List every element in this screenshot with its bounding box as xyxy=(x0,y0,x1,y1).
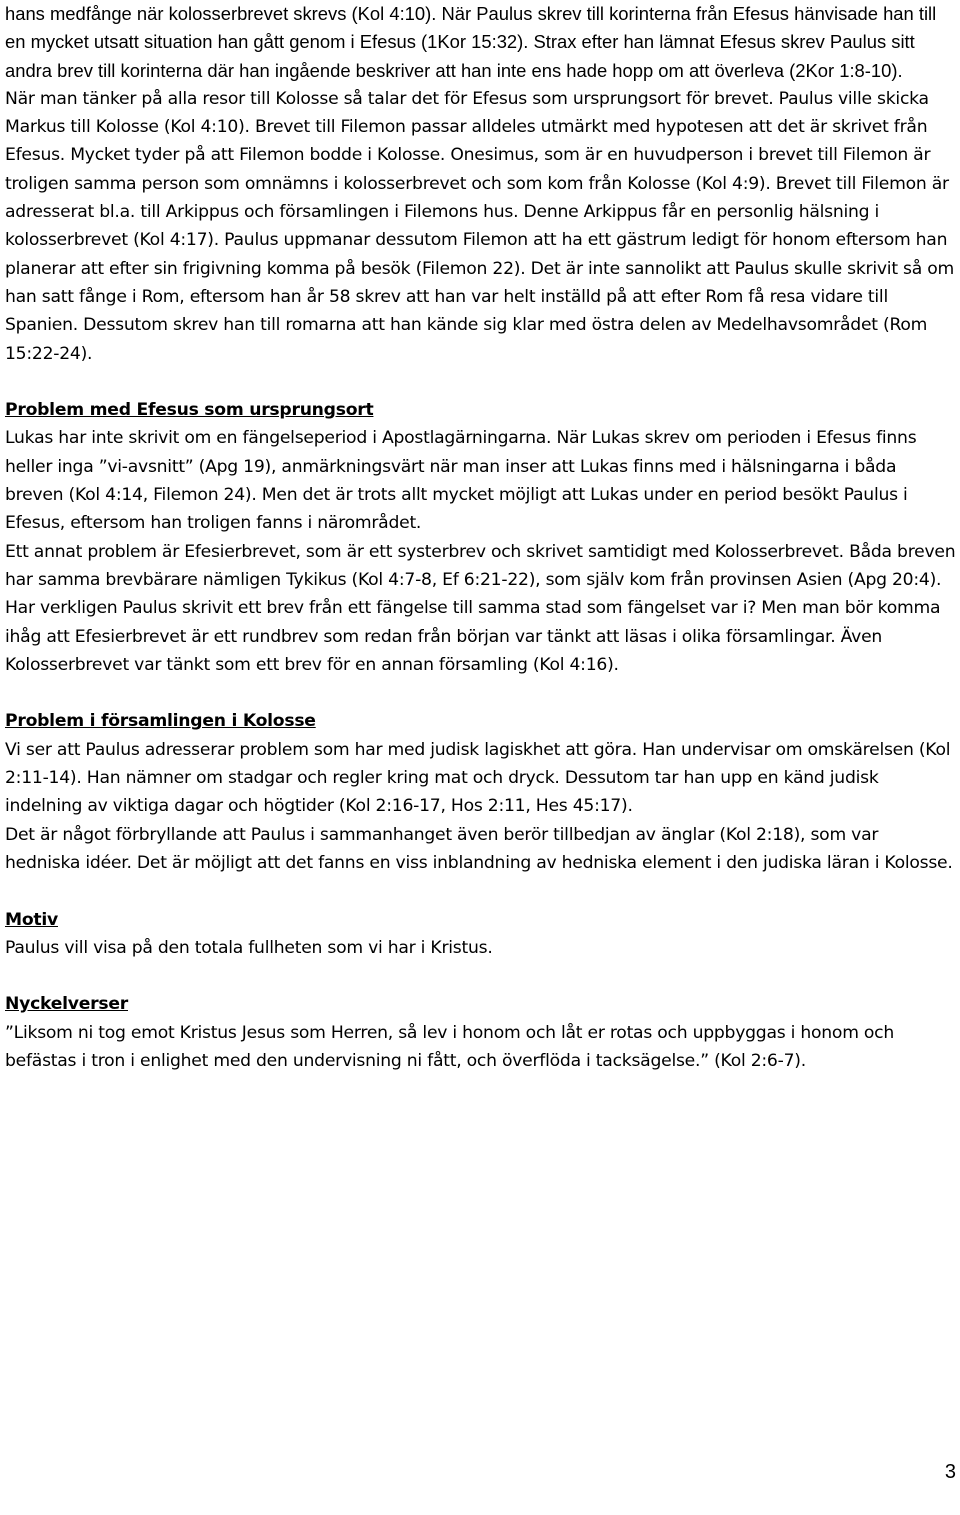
section-nyckelverser xyxy=(5,990,957,1075)
section-efesus-paragraph-1: Lukas har inte skrivit om en fängelseperiod i Apostlagärningarna. När Lukas skrev om perioden i Efesus finns heller inga ”vi-avsnitt” (Apg 19), anmärkningsvärt när man inser att Lukas finns med i hälsningarna i båda breven (Kol 4:14, Filemon 24). Men det är trots allt mycket möjligt att Lukas under en period besökt Paulus i Efesus, eftersom han troligen fanns i närområdet. xyxy=(5,428,917,534)
page-number: 3 xyxy=(944,1461,956,1483)
section-nyckelverser-paragraph: ”Liksom ni tog emot Kristus Jesus som Herren, så lev i honom och låt er rotas och uppbyggas i honom och befästas i tron i enlighet med den undervisning ni fått, och överflöda i tacksägelse.” (Kol 2:6-7). xyxy=(5,1022,895,1071)
section-kolosse xyxy=(5,707,957,877)
section-motiv xyxy=(5,906,957,963)
section-efesus-paragraph-2: Ett annat problem är Efesierbrevet, som är ett systerbrev och skrivet samtidigt med Kolosserbrevet. Båda breven har samma brevbärare nämligen Tykikus (Kol 4:7-8, Ef 6:21-22), som själv kom från provinsen Asien (Apg 20:4). Har verkligen Paulus skrivit ett brev från ett fängelse till samma stad som fängelset var i? Men man bör komma ihåg att Efesierbrevet är ett rundbrev som redan från början var tänkt att läsas i olika församlingar. Även Kolosserbrevet var tänkt som ett brev för en annan församling (Kol 4:16). xyxy=(5,541,956,675)
spacer xyxy=(5,877,957,905)
spacer xyxy=(5,962,957,990)
section-heading-kolosse: Problem i församlingen i Kolosse xyxy=(5,711,316,732)
section-kolosse-paragraph-2: Det är något förbryllande att Paulus i sammanhanget även berör tillbedjan av änglar (Kol 2:18), som var hedniska idéer. Det är möjligt att det fanns en viss inblandning av hedniska element i den judiska läran i Kolosse. xyxy=(5,824,953,873)
spacer xyxy=(5,368,957,396)
spacer xyxy=(5,679,957,707)
section-efesus xyxy=(5,396,957,679)
section-kolosse-paragraph-1: Vi ser att Paulus adresserar problem som har med judisk lagiskhet att göra. Han undervisar om omskärelsen (Kol 2:11-14). Han nämner om stadgar och regler kring mat och dryck. Dessutom tar han upp en känd judisk indelning av viktiga dagar och högtider (Kol 2:16-17, Hos 2:11, Hes 45:17). xyxy=(5,739,951,817)
intro-paragraph-2: När man tänker på alla resor till Kolosse så talar det för Efesus som ursprungsort för brevet. Paulus ville skicka Markus till Kolosse (Kol 4:10). Brevet till Filemon passar alldeles utmärkt med hypotesen att det är skrivet från Efesus. Mycket tyder på att Filemon bodde i Kolosse. Onesimus, som är en huvudperson i brevet till Filemon är troligen samma person som omnämns i kolosserbrevet och som kom från Kolosse (Kol 4:9). Brevet till Filemon är adresserat bl.a. till Arkippus och församlingen i Filemons hus. Denne Arkippus får en personlig hälsning i kolosserbrevet (Kol 4:17). Paulus uppmanar dessutom Filemon att ha ett gästrum ledigt för honom eftersom han planerar att efter sin frigivning komma på besök (Filemon 22). Det är inte sannolikt att Paulus skulle skrivit så om han satt fånge i Rom, eftersom han år 58 skrev att han var helt inställd på att efter Rom få resa vidare till Spanien. Dessutom skrev han till romarna att han kände sig klar med östra delen av Medelhavsområdet (Rom 15:22-24). xyxy=(5,88,954,364)
document-page xyxy=(5,0,957,1075)
intro-paragraph-1: hans medfånge när kolosserbrevet skrevs (Kol 4:10). När Paulus skrev till korinterna från Efesus hänvisade han till en mycket utsatt situation han gått genom i Efesus (1Kor 15:32). Strax efter han lämnat Efesus skrev Paulus sitt andra brev till korinterna där han ingående beskriver att han inte ens hade hopp om att överleva (2Kor 1:8-10). xyxy=(5,3,937,81)
section-heading-motiv: Motiv xyxy=(5,909,58,930)
section-heading-nyckelverser: Nyckelverser xyxy=(5,994,128,1015)
section-motiv-paragraph: Paulus vill visa på den totala fullheten som vi har i Kristus. xyxy=(5,937,493,958)
section-heading-efesus: Problem med Efesus som ursprungsort xyxy=(5,400,374,421)
